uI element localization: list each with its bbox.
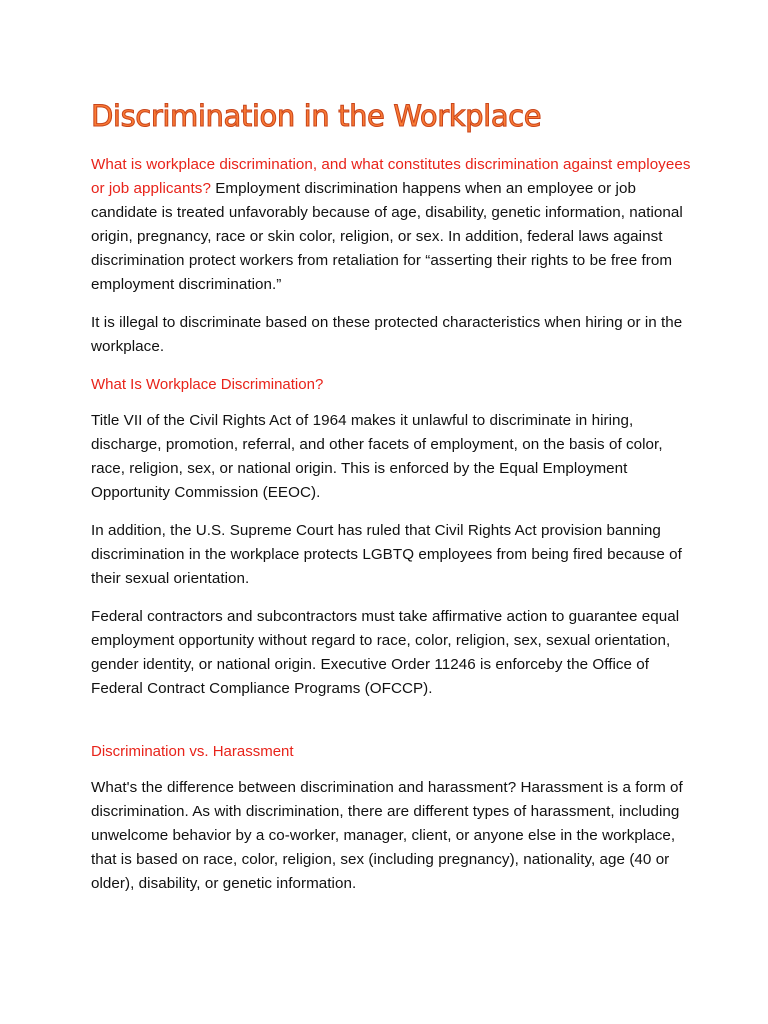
section-heading-what-is: What Is Workplace Discrimination?	[91, 376, 324, 393]
intro-paragraph	[91, 153, 691, 297]
supreme-court-paragraph: In addition, the U.S. Supreme Court has ruled that Civil Rights Act provision banning discrimination in the workplace protects LGBTQ employees from being fired because of their sexual orientation.	[91, 522, 682, 587]
title-vii-paragraph: Title VII of the Civil Rights Act of 1964 makes it unlawful to discriminate in hiring, discharge, promotion, referral, and other facets of employment, on the basis of color, race, religion, sex, or national origin. This is enforced by the Equal Employment Opportunity Commission (EEOC).	[91, 412, 663, 501]
intro-question: What is workplace discrimination, and what constitutes discrimination against employees or job applicants?	[91, 156, 691, 197]
federal-contractors-paragraph: Federal contractors and subcontractors must take affirmative action to guarantee equal employment opportunity without regard to race, color, religion, sex, sexual orientation, gender identity, or national origin. Executive Order 11246 is enforceby the Office of Federal Contract Compliance Programs (OFCCP).	[91, 608, 680, 697]
intro-body: Employment discrimination happens when an employee or job candidate is treated unfavorably because of age, disability, genetic information, national origin, pregnancy, race or skin color, religion, or sex. In addition, federal laws against discrimination protect workers from retaliation for “asserting their rights to be free from employment discrimination.”	[91, 180, 683, 293]
blank-line	[91, 715, 691, 740]
document-page	[91, 92, 691, 910]
document-title: Discrimination in the Workplace	[91, 99, 542, 133]
section-heading-harassment: Discrimination vs. Harassment	[91, 743, 294, 760]
illegal-paragraph: It is illegal to discriminate based on these protected characteristics when hiring or in the workplace.	[91, 314, 683, 355]
harassment-paragraph: What's the difference between discrimination and harassment? Harassment is a form of discrimination. As with discrimination, there are different types of harassment, including unwelcome behavior by a co-worker, manager, client, or anyone else in the workplace, that is based on race, color, religion, sex (including pregnancy), nationality, age (40 or older), disability, or genetic information.	[91, 779, 683, 892]
